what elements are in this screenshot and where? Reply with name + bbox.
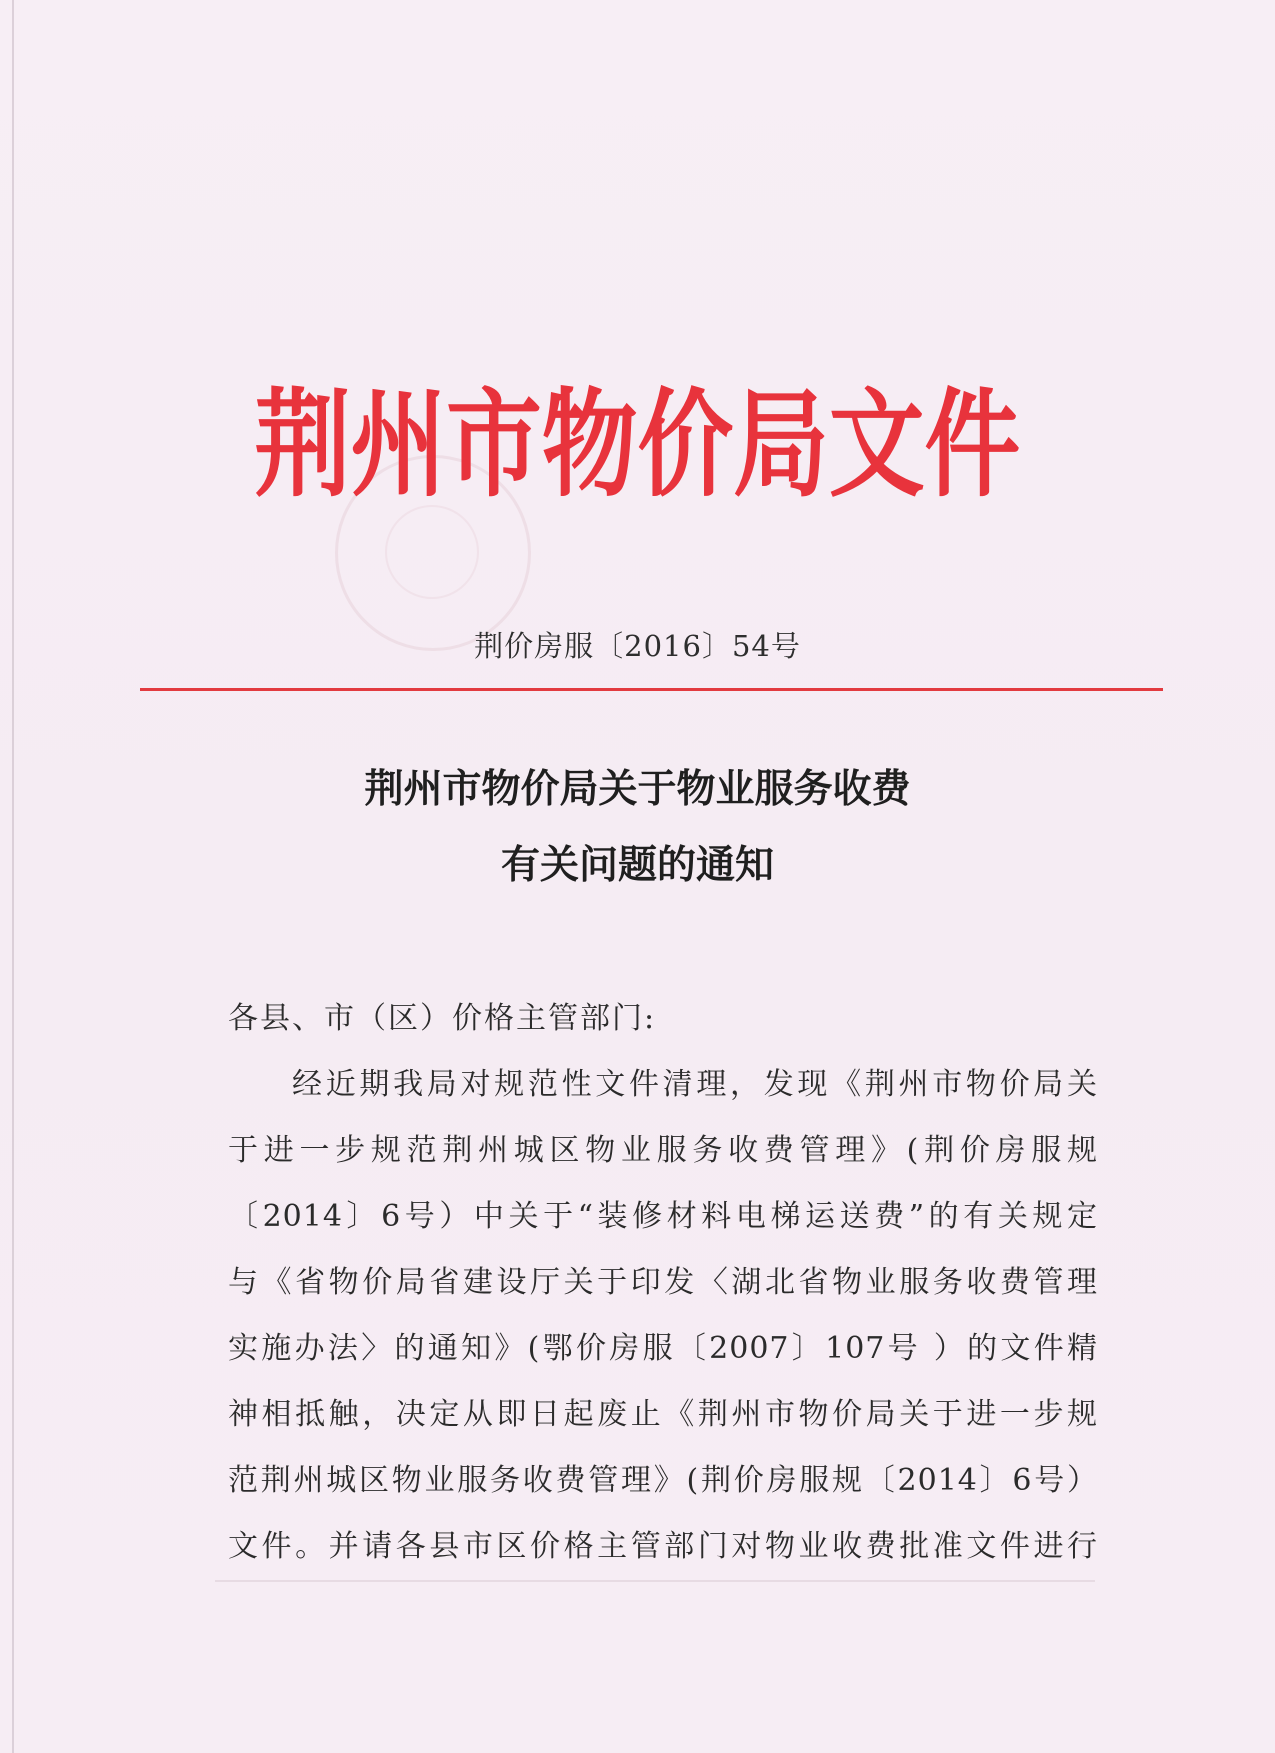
bleed-through-seal-inner — [385, 505, 479, 599]
red-separator-line — [140, 688, 1163, 691]
paragraph-line: 经近期我局对规范性文件清理，发现《荆州市物价局关 — [292, 1067, 1098, 1102]
paragraph-line: 实施办法〉的通知》(鄂价房服〔2007〕107号 ）的文件精 — [228, 1331, 1098, 1366]
salutation: 各县、市（区）价格主管部门: — [228, 1001, 657, 1036]
scan-bottom-shadow — [215, 1580, 1095, 1582]
document-title-line-2: 有关问题的通知 — [500, 843, 774, 888]
document-title — [0, 752, 1275, 904]
paragraph-line: 范荆州城区物业服务收费管理》(荆价房服规〔2014〕6号） — [228, 1463, 1098, 1498]
document-number: 荆价房服〔2016〕54号 — [474, 629, 801, 663]
document-body — [228, 986, 1098, 1580]
paragraph-line: 神相抵触，决定从即日起废止《荆州市物价局关于进一步规 — [228, 1397, 1098, 1432]
paragraph-line: 〔2014〕6号）中关于“装修材料电梯运送费”的有关规定 — [228, 1199, 1098, 1234]
paragraph-line: 文件。并请各县市区价格主管部门对物业收费批准文件进行 — [228, 1529, 1098, 1564]
paragraph-line: 于进一步规范荆州城区物业服务收费管理》(荆价房服规 — [228, 1133, 1098, 1168]
paragraph-line: 与《省物价局省建设厅关于印发〈湖北省物业服务收费管理 — [228, 1265, 1098, 1300]
document-masthead: 荆州市物价局文件 — [254, 376, 1021, 514]
document-title-line-1: 荆州市物价局关于物业服务收费 — [364, 767, 911, 812]
